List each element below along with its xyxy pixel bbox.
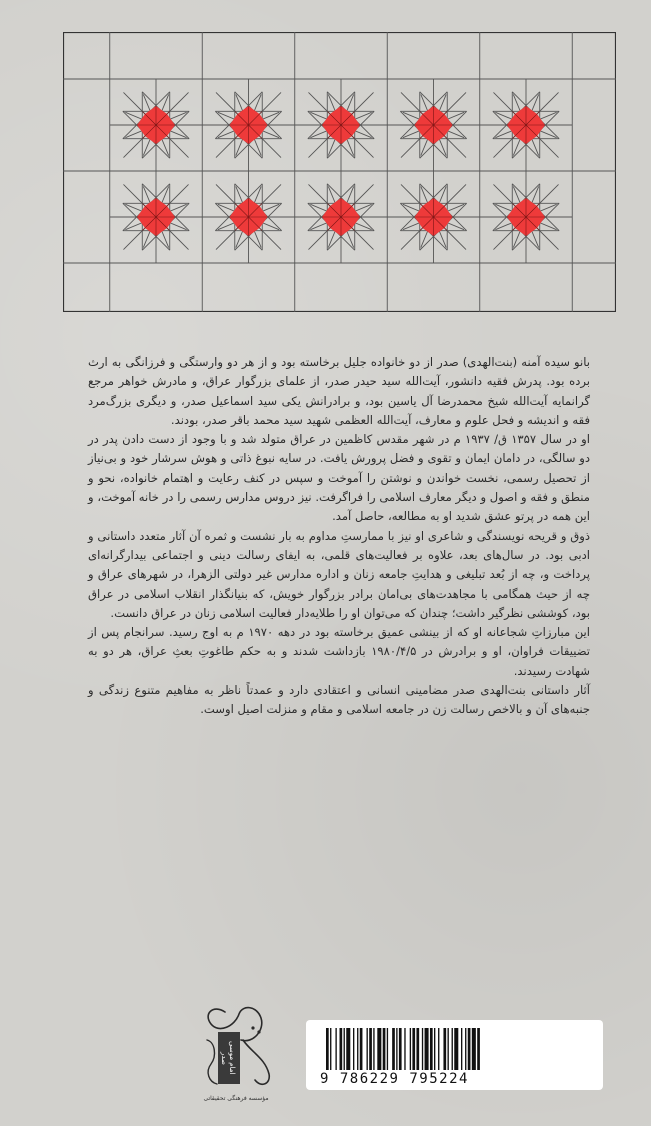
barcode-bar xyxy=(344,1028,345,1070)
biography-paragraph-1: بانو سیده آمنه (بنت‌الهدی) صدر از دو خانواده جلیل برخاسته بود و از هر دو وارستگی و فرزانگی به ارث برده بود. پدرش فقیه دانشور، آیت‌الله سید حیدر صدر، از علمای بزرگوار عراق، و مادرش خواهر مرجع گرانمایه آیت‌الله شیخ محمدرضا آل یاسین بود، و برادرانش یکی سید اسماعیل صدر، و دیگری بزرگ‌مرد فقه و اندیشه و فحل علوم و معارف، آیت‌الله العظمی شهید سید محمد باقر صدر، بودند. xyxy=(88,355,590,427)
barcode-bar xyxy=(330,1028,331,1070)
barcode-bar xyxy=(326,1028,329,1070)
barcode-bar xyxy=(357,1028,358,1070)
barcode-bars xyxy=(326,1028,583,1070)
isbn-barcode xyxy=(306,1020,603,1090)
barcode-bar xyxy=(360,1028,363,1070)
geometric-pattern xyxy=(63,32,616,312)
biography-paragraph-3: ذوق و قریحه نویسندگی و شاعری او نیز با ممارستِ مداوم به بار نشست و ثمره آن آثار متعدد داستانی و ادبی بود. در سال‌های بعد، علاوه بر فعالیت‌های قلمی، به ایفای رسالت دینی و اجتماعی بیدارگرانه‌ای پرداخت و، چه از بُعد تبلیغی و هدایتِ جامعه زنان و اداره مدارس غیر دولتی الزهرا، در شهرهای عراق و چه از حیث همگامی با مجاهدت‌های بی‌امان برادر بزرگوار خویش، که بنیانگذار انقلاب اسلامی در عراق بود، کوششی نظرگیر داشت؛ چندان که می‌توان او را طلایه‌دار فعالیت اسلامی زنان در عراق دانست. xyxy=(88,528,590,620)
biography-paragraph-5: آثار داستانی بنت‌الهدی صدر مضامینی انسانی و اعتقادی دارد و عمدتاً ناظر به مفاهیم متنوع زندگی و جنبه‌های آن و بالاخص رسالت زن در جامعه اسلامی و مقام و منزلت اصیل اوست. xyxy=(88,683,590,717)
barcode-bar xyxy=(335,1028,336,1070)
publisher-logo-box-text: امام موسی صدر xyxy=(220,1041,236,1075)
barcode-bar xyxy=(340,1028,343,1070)
barcode-bar xyxy=(422,1028,423,1070)
barcode-bar xyxy=(430,1028,433,1070)
barcode-bar xyxy=(438,1028,439,1070)
barcode-bar xyxy=(443,1028,446,1070)
biography-paragraph-4: این مبارزاتِ شجاعانه او که از بینشی عمیق برخاسته بود در دهه ۱۹۷۰ م به اوج رسید. سرانجام پس از تضییقات فراوان، او و برادرش در ۱۹۸۰/۴/۵ بازداشت شدند و به حکم طاغوتِ بعثِ عراق، هر دو به شهادت رسیدند. xyxy=(88,625,590,678)
publisher-caption: مؤسسه فرهنگی تحقیقاتی xyxy=(203,1095,269,1102)
barcode-bar xyxy=(452,1028,453,1070)
barcode-bar xyxy=(448,1028,449,1070)
barcode-bar xyxy=(369,1028,372,1070)
barcode-bar xyxy=(404,1028,405,1070)
geometric-pattern-svg xyxy=(63,32,616,312)
pattern-frame xyxy=(64,33,616,312)
biography-paragraph-2: او در سال ۱۳۵۷ ق/ ۱۹۳۷ م در شهر مقدس کاظمین در عراق متولد شد و با وجود از دست دادن پدر در دو سالگی، در دامان ایمان و تقوی و فضل پرورش یافت. در سایه نبوغ ذاتی و هوش سرشار خود و بی‌نیاز از تحصیل رسمی، نخست خواندن و نوشتن را آموخت و سپس در کنف رعایت و اهتمام خانواده، نحو و منطق و فقه و اصول و دیگر معارف اسلامی را فراگرفت. نیز دروس مدارس رسمی را در خانه آموخت، و این همه در پرتو عشق شدید او به مطالعه، حاصل آمد. xyxy=(88,432,590,524)
barcode-bar xyxy=(383,1028,386,1070)
barcode-bar xyxy=(434,1028,435,1070)
barcode-bar xyxy=(412,1028,415,1070)
barcode-bar xyxy=(392,1028,395,1070)
barcode-bar xyxy=(373,1028,374,1070)
barcode-bar xyxy=(468,1028,471,1070)
barcode-bar xyxy=(416,1028,419,1070)
barcode-bar xyxy=(367,1028,368,1070)
barcode-bar xyxy=(425,1028,429,1070)
barcode-bar xyxy=(377,1028,381,1070)
barcode-bar xyxy=(346,1028,350,1070)
biography-text xyxy=(88,353,590,720)
barcode-bar xyxy=(461,1028,462,1070)
barcode-bar xyxy=(465,1028,466,1070)
barcode-bar xyxy=(396,1028,397,1070)
barcode-bar xyxy=(387,1028,388,1070)
barcode-bar xyxy=(477,1028,480,1070)
barcode-bar xyxy=(454,1028,458,1070)
barcode-bar xyxy=(410,1028,411,1070)
barcode-bar xyxy=(472,1028,476,1070)
barcode-bar xyxy=(399,1028,402,1070)
isbn-number: 9 786229 795224 xyxy=(320,1071,469,1087)
barcode-bar xyxy=(353,1028,354,1070)
